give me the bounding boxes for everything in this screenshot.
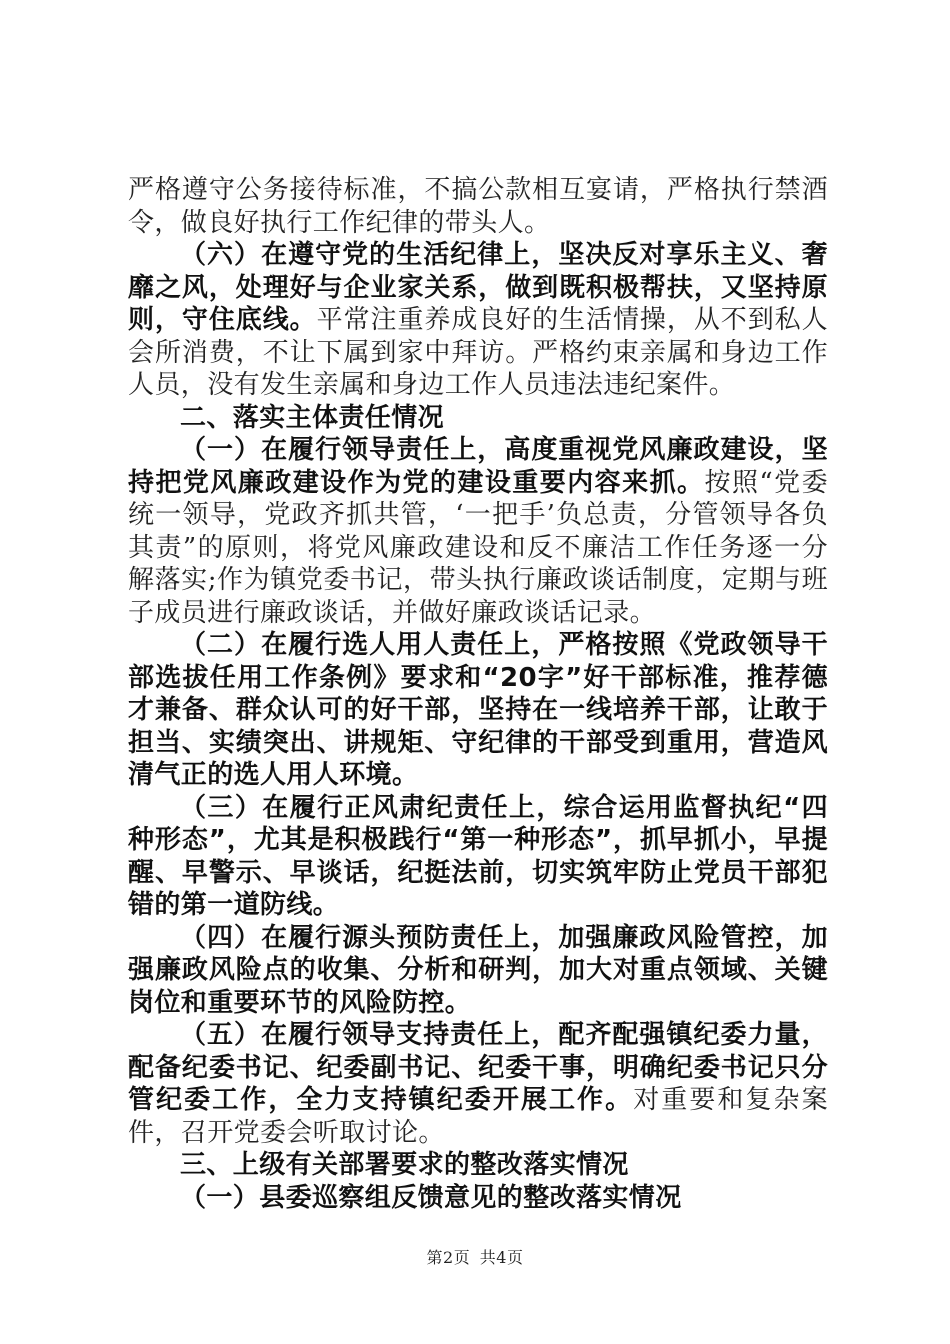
paragraph-2	[128, 239, 828, 402]
subsection-heading-text: （一）县委巡察组反馈意见的整改落实情况	[180, 1182, 682, 1213]
paragraph-8	[128, 1019, 828, 1149]
section-heading-3-text: 三、上级有关部署要求的整改落实情况	[180, 1150, 629, 1180]
paragraph-7	[128, 922, 828, 1020]
paragraph-5	[128, 629, 828, 792]
paragraph-2-bold: （六）在遵守党的生活纪律上，坚决反对享乐主义、奢靡之风，处理好与企业家关系，做到既积极帮扶，又坚持原则，守住底线。	[128, 240, 828, 335]
section-heading-2-text: 二、落实主体责任情况	[180, 402, 445, 433]
paragraph-8-text: 对重要和复杂案件，召开党委会听取讨论。	[128, 1085, 828, 1148]
paragraph-4	[128, 434, 828, 629]
paragraph-6-bold: （三）在履行正风肃纪责任上，综合运用监督执纪“四种形态”，尤其是积极践行“第一种形态”，抓早抓小，早提醒、早警示、早谈话，纪挺法前，切实筑牢防止党员干部犯错的第一道防线。	[128, 792, 828, 920]
section-heading-3	[128, 1149, 828, 1182]
paragraph-4-bold: （一）在履行领导责任上，高度重视党风廉政建设，坚持把党风廉政建设作为党的建设重要内容来抓。	[128, 435, 828, 498]
section-heading-2	[128, 402, 828, 435]
paragraph-8-bold: （五）在履行领导支持责任上，配齐配强镇纪委力量，配备纪委书记、纪委副书记、纪委干事，明确纪委书记只分管纪委工作，全力支持镇纪委开展工作。	[128, 1020, 828, 1115]
paragraph-2-text: 平常注重养成良好的生活情操，从不到私人会所消费，不让下属到家中拜访。严格约束亲属和身边工作人员，没有发生亲属和身边工作人员违法违纪案件。	[128, 305, 828, 400]
paragraph-7-bold: （四）在履行源头预防责任上，加强廉政风险管控，加强廉政风险点的收集、分析和研判，加大对重点领域、关键岗位和重要环节的风险防控。	[128, 922, 828, 1018]
page-number: 第2页	[426, 1248, 471, 1267]
subsection-heading	[128, 1182, 828, 1215]
page-footer	[0, 1245, 950, 1268]
page-total: 共4页	[479, 1248, 524, 1267]
document-body	[128, 174, 828, 1214]
paragraph-1-text: 严格遵守公务接待标准，不搞公款相互宴请，严格执行禁酒令，做良好执行工作纪律的带头人。	[128, 175, 828, 238]
paragraph-6	[128, 792, 828, 922]
paragraph-1	[128, 174, 828, 239]
paragraph-5-bold: （二）在履行选人用人责任上，严格按照《党政领导干部选拔任用工作条例》要求和“20字”好干部标准，推荐德才兼备、群众认可的好干部，坚持在一线培养干部，让敢于担当、实绩突出、讲规矩、守纪律的干部受到重用，营造风清气正的选人用人环境。	[128, 630, 828, 790]
paragraph-4-text: 按照“党委统一领导，党政齐抓共管，‘一把手’负总责，分管领导各负其责”的原则，将党风廉政建设和反不廉洁工作任务逐一分解落实;作为镇党委书记，带头执行廉政谈话制度，定期与班子成员进行廉政谈话，并做好廉政谈话记录。	[128, 467, 828, 628]
